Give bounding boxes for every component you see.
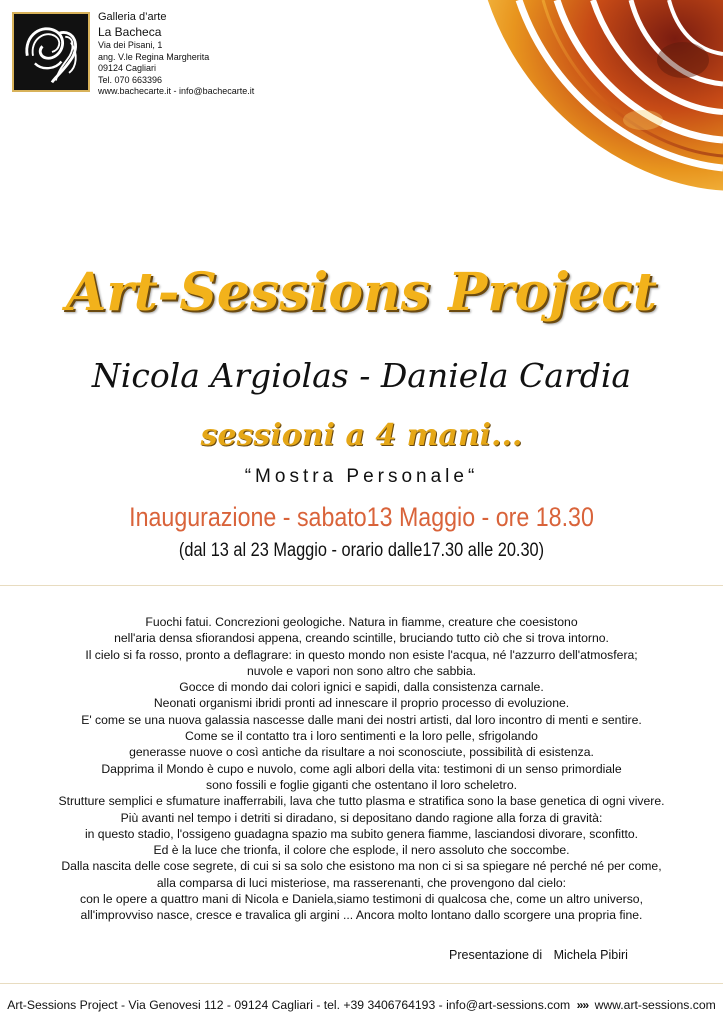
footer-website-link[interactable]: www.art-sessions.com [594,998,716,1012]
description-line: Ed è la luce che trionfa, il colore che esplode, il nero assoluto che soccombe. [153,843,570,858]
description-line: E' come se una nuova galassia nascesse dalle mani dei nostri artisti, dal loro incontro di menti e sentire. [81,712,642,727]
bottom-divider [0,983,723,984]
artists-names: Nicola Argiolas - Daniela Cardia [91,356,632,395]
gallery-logo [12,12,90,92]
description-line: Neonati organismi ibridi pronti ad innescare il proprio processo di evoluzione. [153,696,570,711]
gallery-corner: ang. V.le Regina Margherita [98,51,210,62]
double-arrow-icon: »» [576,998,589,1012]
presenter-name: Michela Pibiri [553,948,628,962]
footer-text: Art-Sessions Project - Via Genovesi 112 - 09124 Cagliari - tel. +39 3406764193 - info@art-sessions.com [7,998,571,1012]
description-line: Il cielo si fa rosso, pronto a deflagrare: in questo mondo non esiste l'acqua, né l'azzurro dell'atmosfera; [85,647,638,662]
description-line: con le opere a quattro mani di Nicola e Daniela,siamo testimoni di qualcosa che, come un altro universo, [80,892,643,907]
exhibition-description [0,614,723,924]
presentation-label: Presentazione di [449,948,543,962]
description-line: nuvole e vapori non sono altro che sabbia. [246,663,476,678]
description-line: Gocce di mondo dai colori ignici e sapidi, dalla consistenza carnale. [179,680,544,695]
exhibition-type: “Mostra Personale“ [244,466,479,487]
gallery-name: La Bacheca [98,25,162,39]
description-line: generasse nuove o così antiche da risultare a noi sconosciute, possibilità di esistenza. [129,745,594,760]
gallery-label: Galleria d’arte [98,11,167,23]
description-line: in questo stadio, l'ossigeno guadagna spazio ma subito genera fiamme, lasciandosi divorare, sconfitto. [84,826,639,841]
description-line: Come se il contatto tra i loro sentimenti e la loro pelle, sfrigolando [185,729,538,744]
exhibition-title: Art-Sessions Project [66,262,657,323]
gallery-street: Via dei Pisani, 1 [98,40,163,50]
gallery-city: 09124 Cagliari [98,63,157,73]
description-line: sono fossili e foglie giganti che ostentano il loro scheletro. [206,777,517,792]
exhibition-dates: (dal 13 al 23 Maggio - orario dalle17.30 alle 20.30) [178,540,545,561]
presentation-credit [449,948,628,962]
top-divider [0,585,723,586]
description-line: all'improvviso nasce, cresce e travalica gli argini ... Ancora molto lontano dallo scorgere una propria fine. [80,908,643,923]
inauguration-line: Inaugurazione - sabato13 Maggio - ore 18.30 [129,502,594,532]
description-line: Più avanti nel tempo i detriti si diradano, si depositano dando ragione alla forza di gravità: [120,810,603,825]
gallery-contact-block [98,10,254,98]
description-line: alla comparsa di luci misteriose, ma rasserenanti, che provengono dal cielo: [156,875,567,890]
description-line: Strutture semplici e sfumature inafferrabili, lava che tutto plasma e stratifica sono la base genetica di ogni vivere. [58,794,665,809]
description-line: nell'aria densa sfiorandosi appena, creando scintille, bruciando tutto ciò che si trova intorno. [114,631,609,646]
artwork-swirl-image [483,0,723,195]
footer-contact [0,998,723,1012]
exhibition-subtitle: sessioni a 4 mani... [200,418,523,453]
description-line: Fuochi fatui. Concrezioni geologiche. Natura in fiamme, creature che coesistono [145,615,578,629]
description-line: Dapprima il Mondo è cupo e nuvolo, come agli albori della vita: testimoni di un senso primordiale [101,761,622,776]
gallery-web-email[interactable]: www.bachecarte.it - info@bachecarte.it [98,86,255,96]
gallery-phone: Tel. 070 663396 [98,74,163,85]
description-line: Dalla nascita delle cose segrete, di cui si sa solo che esistono ma non ci si sa spiegare né perché né per come, [61,859,662,874]
